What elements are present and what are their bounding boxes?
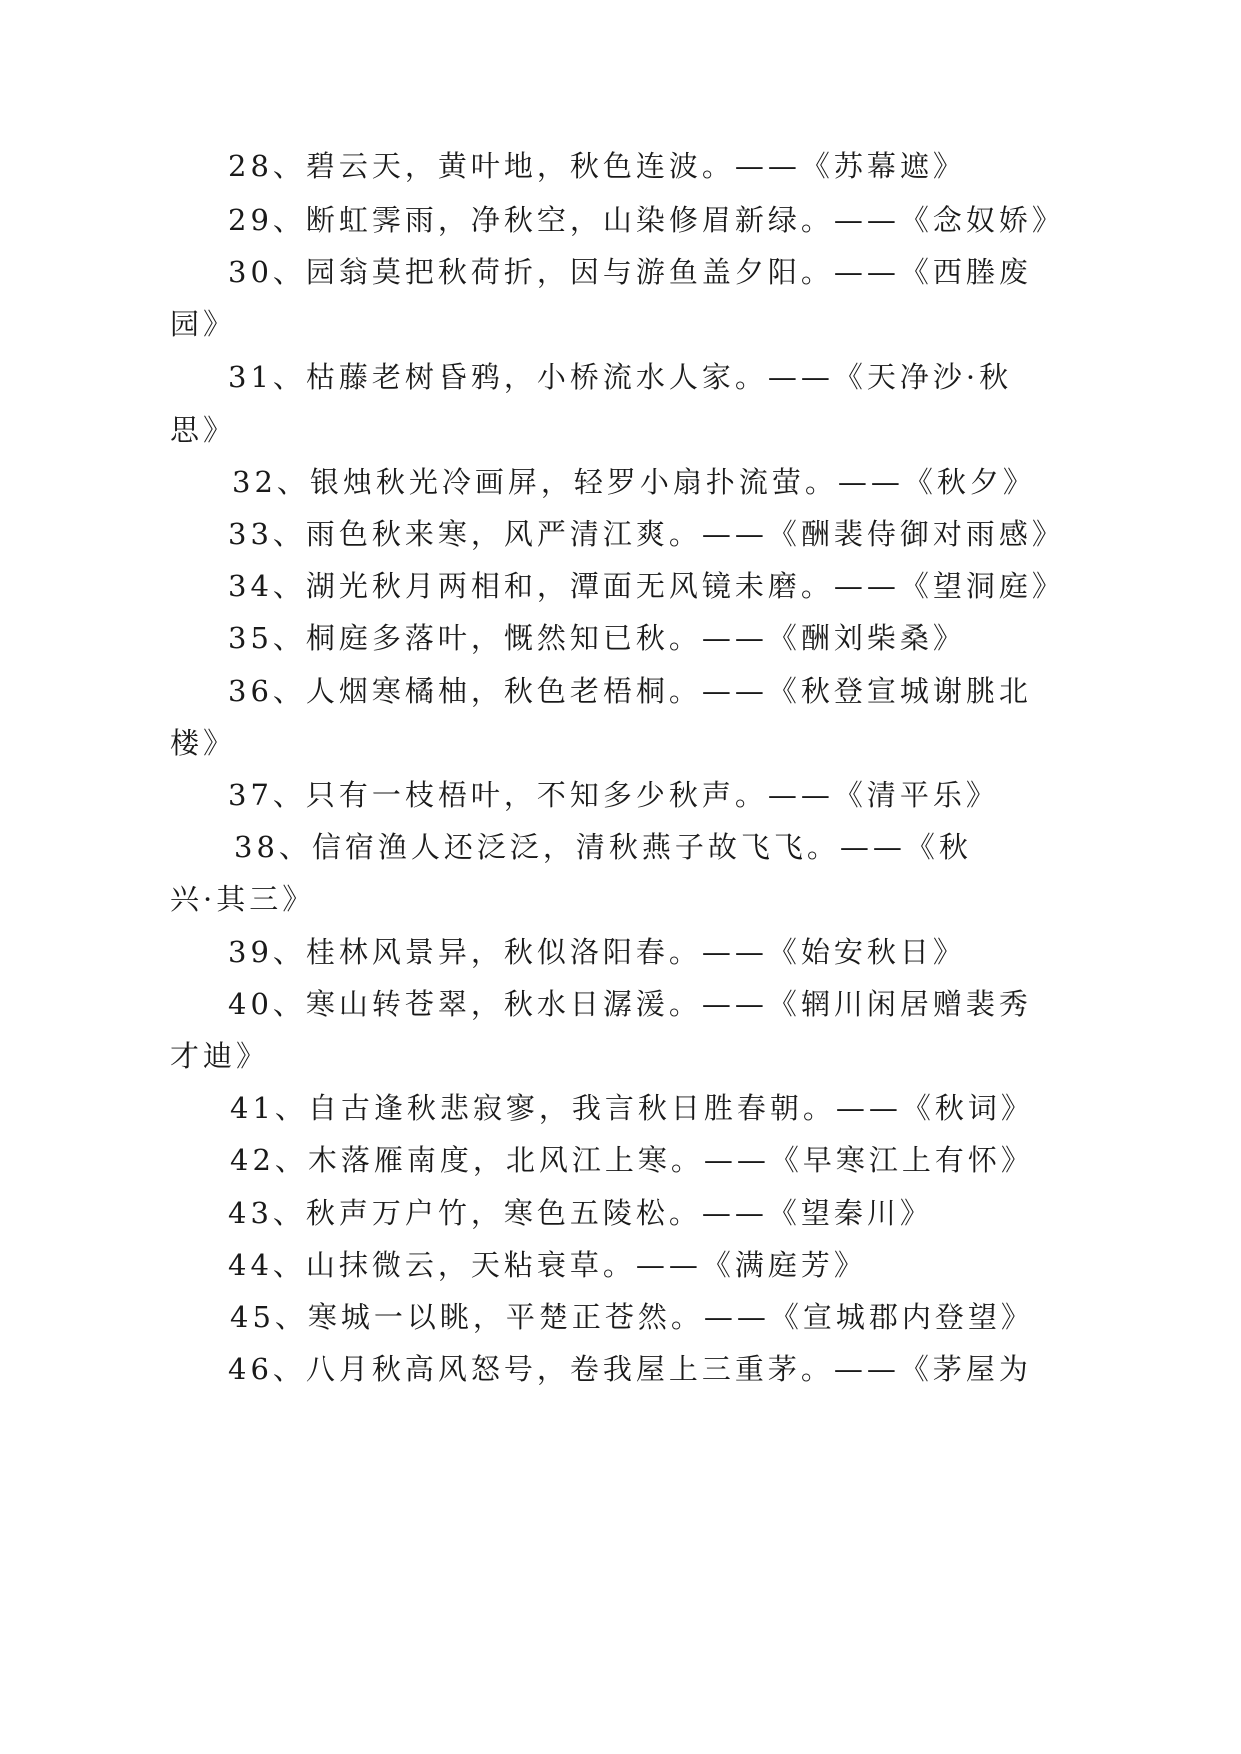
poem-line-43: 43、秋声万户竹，寒色五陵松。——《望秦川》 <box>228 1196 933 1230</box>
poem-line-38: 38、信宿渔人还泛泛，清秋燕子故飞飞。——《秋 <box>234 830 972 864</box>
poem-line-28: 28、碧云天，黄叶地，秋色连波。——《苏幕遮》 <box>228 149 966 183</box>
poem-line-46: 46、八月秋高风怒号，卷我屋上三重茅。——《茅屋为 <box>228 1352 1032 1386</box>
poem-line-41: 41、自古逢秋悲寂寥，我言秋日胜春朝。——《秋词》 <box>230 1091 1034 1125</box>
poem-line-29: 29、断虹霁雨，净秋空，山染修眉新绿。——《念奴娇》 <box>228 203 1065 237</box>
poem-line-33: 33、雨色秋来寒，风严清江爽。——《酬裴侍御对雨感》 <box>228 517 1065 551</box>
poem-line-30: 30、园翁莫把秋荷折，因与游鱼盖夕阳。——《西塍废 <box>228 255 1032 289</box>
poem-line-39: 39、桂林风景异，秋似洛阳春。——《始安秋日》 <box>228 935 966 969</box>
poem-line-44: 44、山抹微云，天粘衰草。——《满庭芳》 <box>228 1248 867 1282</box>
poem-line-35: 35、桐庭多落叶，慨然知已秋。——《酬刘柴桑》 <box>228 621 966 655</box>
poem-line-37: 37、只有一枝梧叶，不知多少秋声。——《清平乐》 <box>228 778 999 812</box>
poem-line-34: 34、湖光秋月两相和，潭面无风镜未磨。——《望洞庭》 <box>228 569 1065 603</box>
poem-line-36: 36、人烟寒橘柚，秋色老梧桐。——《秋登宣城谢朓北 <box>228 674 1032 708</box>
poem-line-31-cont: 思》 <box>170 413 237 447</box>
poem-line-31: 31、枯藤老树昏鸦，小桥流水人家。——《天净沙·秋 <box>228 360 1013 394</box>
poem-line-36-cont: 楼》 <box>170 726 237 760</box>
poem-line-45: 45、寒城一以眺，平楚正苍然。——《宣城郡内登望》 <box>230 1300 1034 1334</box>
poem-line-42: 42、木落雁南度，北风江上寒。——《早寒江上有怀》 <box>230 1143 1034 1177</box>
poem-line-40-cont: 才迪》 <box>170 1039 270 1073</box>
poem-line-38-cont: 兴·其三》 <box>170 882 316 916</box>
poem-line-40: 40、寒山转苍翠，秋水日潺湲。——《辋川闲居赠裴秀 <box>228 987 1032 1021</box>
poem-line-32: 32、银烛秋光冷画屏，轻罗小扇扑流萤。——《秋夕》 <box>232 465 1036 499</box>
poem-line-30-cont: 园》 <box>170 307 237 341</box>
